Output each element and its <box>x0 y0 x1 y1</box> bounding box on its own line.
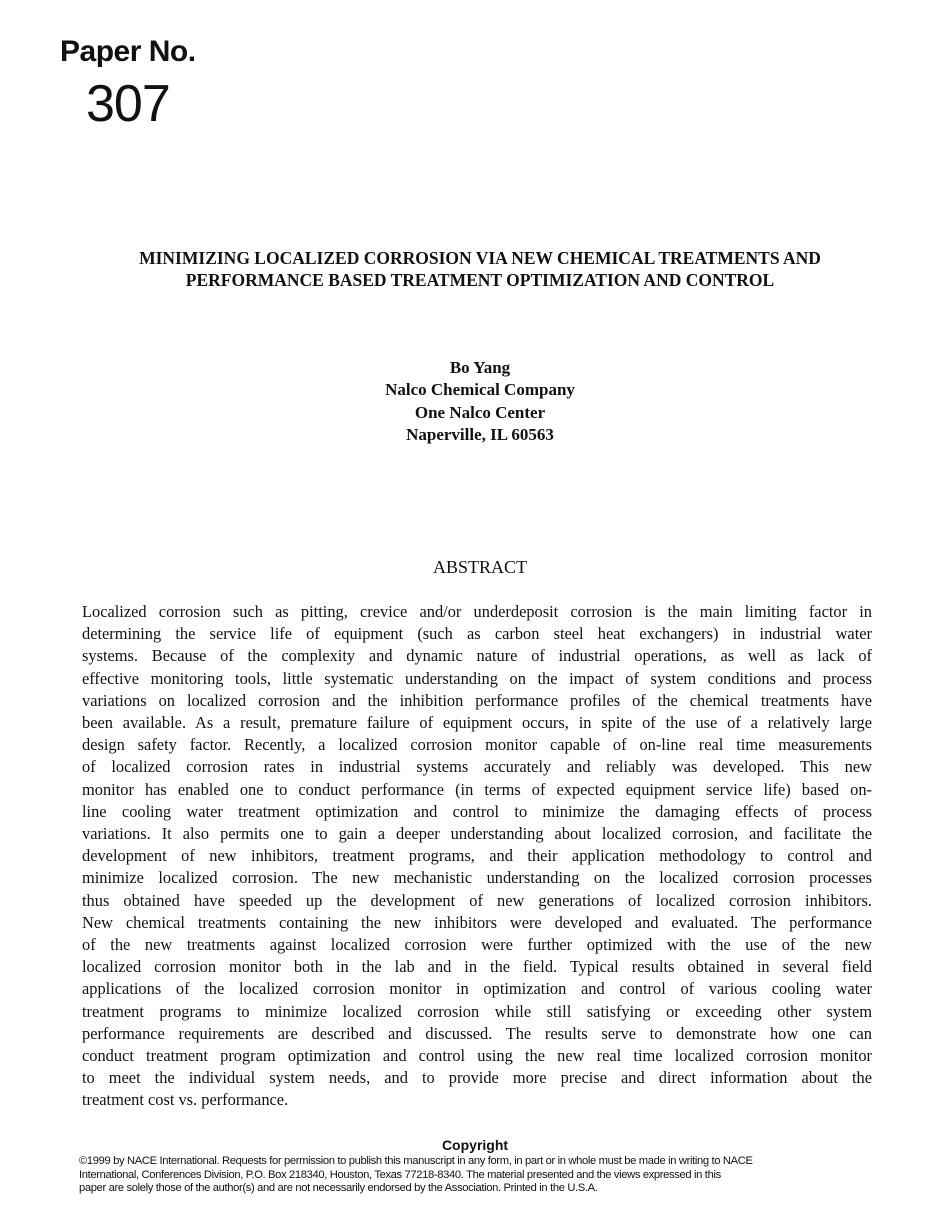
paper-title <box>60 247 900 291</box>
abstract-line: Localized corrosion such as pitting, crevice and/or underdeposit corrosion is the main limiting factor in <box>82 602 872 621</box>
abstract-line: of localized corrosion rates in industrial systems accurately and reliably was developed. This new <box>82 757 872 777</box>
copyright-line: ©1999 by NACE International. Requests for permission to publish this manuscript in any form, in part or in whole must be made in writing to NACE <box>79 1155 753 1167</box>
abstract-line: thus obtained have speeded up the development of new generations of localized corrosion inhibitors. <box>82 890 872 910</box>
abstract-line: of the new treatments against localized corrosion were further optimized with the use of the new <box>82 935 872 955</box>
copyright-heading: Copyright <box>441 1137 509 1153</box>
abstract-line: to meet the individual system needs, and to provide more precise and direct information about the <box>82 1068 872 1088</box>
abstract-line: systems. Because of the complexity and dynamic nature of industrial operations, as well as lack of <box>82 646 872 666</box>
copyright-notice <box>79 1155 871 1196</box>
abstract-line: performance requirements are described and discussed. The results serve to demonstrate how one can <box>82 1023 872 1043</box>
abstract-line: effective monitoring tools, little systematic understanding on the impact of system conditions and process <box>82 668 872 688</box>
abstract-line: localized corrosion monitor both in the lab and in the field. Typical results obtained in several field <box>82 957 872 977</box>
abstract-line: treatment programs to minimize localized corrosion while still satisfying or exceeding other system <box>82 1001 872 1021</box>
abstract-line: development of new inhibitors, treatment programs, and their application methodology to control and <box>82 846 872 866</box>
abstract-line: minimize localized corrosion. The new mechanistic understanding on the localized corrosion processes <box>82 868 872 888</box>
abstract-line: conduct treatment program optimization and control using the new real time localized corrosion monitor <box>82 1046 872 1066</box>
abstract-line: treatment cost vs. performance. <box>82 1090 289 1110</box>
abstract-line: variations on localized corrosion and the inhibition performance profiles of the chemical treatments have <box>82 690 872 710</box>
title-line: MINIMIZING LOCALIZED CORROSION VIA NEW CHEMICAL TREATMENTS AND <box>139 248 821 268</box>
author-address: One Nalco Center <box>414 402 546 422</box>
abstract-line: been available. As a result, premature failure of equipment occurs, in spite of the use of a relatively large <box>82 713 872 733</box>
abstract-line: variations. It also permits one to gain a deeper understanding about localized corrosion, and facilitate the <box>82 824 872 844</box>
paper-number-label: Paper No. <box>60 35 196 68</box>
copyright-line: paper are solely those of the author(s) and are not necessarily endorsed by the Association. Printed in the U.S.A. <box>79 1182 598 1194</box>
abstract-line: line cooling water treatment optimization and control to minimize the damaging effects of process <box>82 801 872 821</box>
author-block <box>280 357 680 446</box>
author-city: Naperville, IL 60563 <box>406 424 554 444</box>
abstract-line: determining the service life of equipment (such as carbon steel heat exchangers) in industrial water <box>82 624 872 644</box>
abstract-line: design safety factor. Recently, a localized corrosion monitor capable of on-line real time measurements <box>82 735 872 755</box>
author-company: Nalco Chemical Company <box>385 380 575 400</box>
abstract-line: monitor has enabled one to conduct performance (in terms of expected equipment service life) based on- <box>82 779 872 799</box>
author-name: Bo Yang <box>449 358 511 377</box>
abstract-body <box>82 601 872 1112</box>
copyright-line: International, Conferences Division, P.O. Box 218340, Houston, Texas 77218-8340. The material presented and the views expressed in this <box>79 1168 721 1181</box>
abstract-line: New chemical treatments containing the new inhibitors were developed and evaluated. The performance <box>82 912 872 932</box>
paper-number: 307 <box>86 75 170 133</box>
title-line: PERFORMANCE BASED TREATMENT OPTIMIZATION AND CONTROL <box>185 270 775 290</box>
abstract-heading: ABSTRACT <box>432 557 528 577</box>
abstract-line: applications of the localized corrosion monitor in optimization and control of various cooling water <box>82 979 872 999</box>
